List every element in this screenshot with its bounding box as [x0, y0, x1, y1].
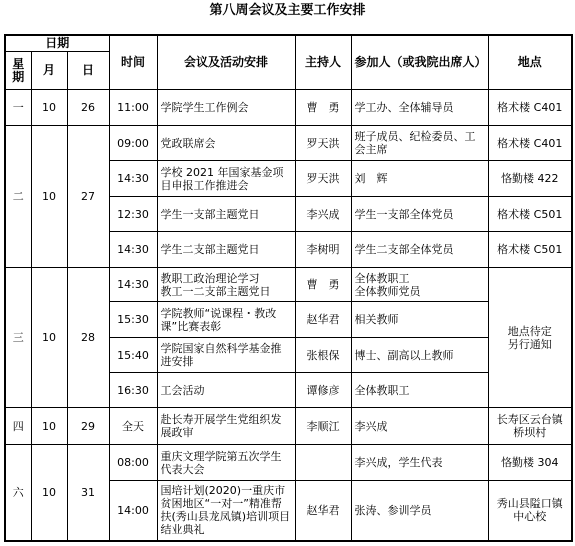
location-cell: 格术楼 C401: [488, 126, 572, 161]
attendees-cell: 学生一支部全体党员: [351, 197, 488, 232]
header-weekday: 星期: [5, 52, 31, 90]
location-cell: 格术楼 C401: [488, 90, 572, 126]
time-cell: 14:30: [109, 232, 157, 268]
host-cell: 张根保: [295, 338, 351, 373]
attendees-cell: 相关教师: [351, 302, 488, 338]
agenda-cell: 赴长寿开展学生党组织发展政审: [157, 408, 295, 445]
host-cell: 李树明: [295, 232, 351, 268]
agenda-cell: 学校 2021 年国家基金项目申报工作推进会: [157, 161, 295, 197]
header-agenda: 会议及活动安排: [157, 35, 295, 90]
day-cell: 28: [67, 268, 109, 408]
day-cell: 27: [67, 126, 109, 268]
time-cell: 12:30: [109, 197, 157, 232]
table-row: [5, 445, 572, 481]
month-cell: 10: [31, 90, 67, 126]
location-cell: 格术楼 C501: [488, 197, 572, 232]
time-cell: 14:30: [109, 161, 157, 197]
location-cell: 恪勤楼 304: [488, 445, 572, 481]
host-cell: 谭修彦: [295, 373, 351, 408]
attendees-cell: 学工办、全体辅导员: [351, 90, 488, 126]
attendees-cell: 李兴成，学生代表: [351, 445, 488, 481]
attendees-cell: 博士、副高以上教师: [351, 338, 488, 373]
attendees-cell: 全体教职工: [351, 373, 488, 408]
attendees-cell: 学生二支部全体党员: [351, 232, 488, 268]
location-cell: 恪勤楼 422: [488, 161, 572, 197]
time-cell: 全天: [109, 408, 157, 445]
location-cell: 秀山县隘口镇中心校: [488, 481, 572, 541]
weekday-cell: 二: [5, 126, 31, 268]
table-row: [5, 126, 572, 161]
table-row: [5, 268, 572, 302]
page-title: 第八周会议及主要工作安排: [209, 3, 366, 18]
time-cell: 08:00: [109, 445, 157, 481]
header-attendees: 参加人（或我院出席人）: [351, 35, 488, 90]
schedule-table: [4, 34, 573, 542]
attendees-cell: 刘 辉: [351, 161, 488, 197]
agenda-cell: 重庆文理学院第五次学生代表大会: [157, 445, 295, 481]
month-cell: 10: [31, 445, 67, 541]
day-cell: 26: [67, 90, 109, 126]
month-cell: 10: [31, 126, 67, 268]
agenda-cell: 教职工政治理论学习 教工一二支部主题党日: [157, 268, 295, 302]
attendees-cell: 张涛、参训学员: [351, 481, 488, 541]
agenda-cell: 学院教师“说课程・教改课”比赛表彰: [157, 302, 295, 338]
host-cell: [295, 445, 351, 481]
time-cell: 14:30: [109, 268, 157, 302]
host-cell: 罗天洪: [295, 161, 351, 197]
header-day: 日: [67, 52, 109, 90]
agenda-cell: 学生二支部主题党日: [157, 232, 295, 268]
header-location: 地点: [488, 35, 572, 90]
weekday-cell: 三: [5, 268, 31, 408]
attendees-cell: 李兴成: [351, 408, 488, 445]
host-cell: 赵华君: [295, 302, 351, 338]
agenda-cell: 工会活动: [157, 373, 295, 408]
host-cell: 李兴成: [295, 197, 351, 232]
attendees-cell: 班子成员、纪检委员、工会主席: [351, 126, 488, 161]
location-cell: 长寿区云台镇桥坝村: [488, 408, 572, 445]
month-cell: 10: [31, 268, 67, 408]
agenda-cell: 学院国家自然科学基金推进安排: [157, 338, 295, 373]
month-cell: 10: [31, 408, 67, 445]
day-cell: 29: [67, 408, 109, 445]
agenda-cell: 学生一支部主题党日: [157, 197, 295, 232]
day-cell: 31: [67, 445, 109, 541]
host-cell: 曹 勇: [295, 90, 351, 126]
header-host: 主持人: [295, 35, 351, 90]
time-cell: 15:30: [109, 302, 157, 338]
weekday-cell: 一: [5, 90, 31, 126]
host-cell: 赵华君: [295, 481, 351, 541]
table-row: [5, 408, 572, 445]
time-cell: 14:00: [109, 481, 157, 541]
agenda-cell: 党政联席会: [157, 126, 295, 161]
host-cell: 曹 勇: [295, 268, 351, 302]
time-cell: 15:40: [109, 338, 157, 373]
time-cell: 16:30: [109, 373, 157, 408]
time-cell: 09:00: [109, 126, 157, 161]
time-cell: 11:00: [109, 90, 157, 126]
header-time: 时间: [109, 35, 157, 90]
host-cell: 罗天洪: [295, 126, 351, 161]
weekday-cell: 四: [5, 408, 31, 445]
location-cell: 格术楼 C501: [488, 232, 572, 268]
header-date: 日期: [5, 35, 109, 52]
agenda-cell: 国培计划(2020)一重庆市贫困地区“一对一”精准帮扶(秀山县龙凤镇)培训项目结业典礼: [157, 481, 295, 541]
weekday-cell: 六: [5, 445, 31, 541]
table-row: [5, 90, 572, 126]
header-month: 月: [31, 52, 67, 90]
agenda-cell: 学院学生工作例会: [157, 90, 295, 126]
host-cell: 李顺江: [295, 408, 351, 445]
attendees-cell: 全体教职工 全体教师党员: [351, 268, 488, 302]
location-cell: 地点待定 另行通知: [488, 268, 572, 408]
